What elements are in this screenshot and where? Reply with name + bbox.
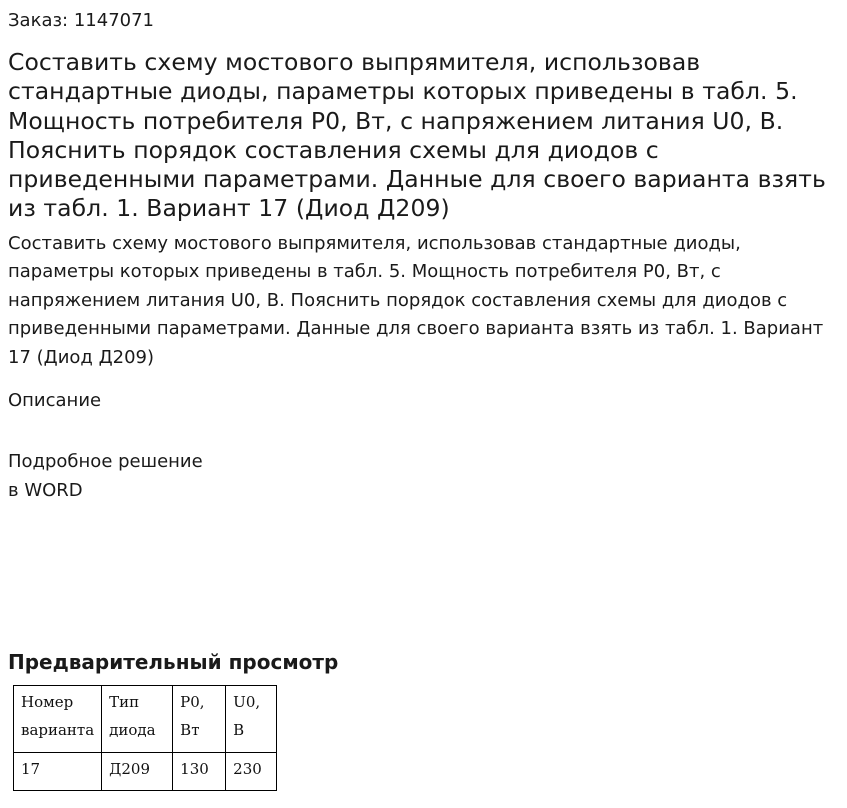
solution-line-1: Подробное решение [8,451,203,472]
table-cell-power: 130 [173,753,226,791]
order-number: 1147071 [73,10,155,31]
order-number-line [8,10,154,32]
table-header-cell-voltage: U0, В [226,686,277,753]
solution-line-2: в WORD [8,479,83,501]
table-row [14,753,277,791]
order-label: Заказ: [8,10,69,31]
table-header-cell-variant: Номер варианта [14,686,102,753]
description-label: Описание [8,390,102,411]
solution-info [8,448,203,505]
preview-heading: Предварительный просмотр [8,650,339,674]
task-description-text: Составить схему мостового выпрямителя, использовав стандартные диоды, параметры которых приведены в табл. 5. Мощность потребителя Р0, Вт, с напряжением литания U0, В. Пояснить порядок составления схемы для диодов с приведенными параметрами. Данные для своего варианта взять из табл. 1. Вариант 17 (Диод Д209) [8,233,824,368]
table-cell-variant: 17 [14,753,102,791]
table-cell-diode-type: Д209 [102,753,173,791]
table-header-cell-power: Р0, Вт [173,686,226,753]
task-title: Составить схему мостового выпрямителя, использовав стандартные диоды, параметры которых приведены в табл. 5. Мощность потребителя Р0, Вт, с напряжением литания U0, В. Пояснить порядок составления схемы для диодов с приведенными параметрами. Данные для своего варианта взять из табл. 1. Вариант 17 (Диод Д209) [8,48,826,223]
preview-table [13,685,277,791]
table-cell-voltage: 230 [226,753,277,791]
table-header-row [14,686,277,753]
table-header-cell-diode-type: Тип диода [102,686,173,753]
